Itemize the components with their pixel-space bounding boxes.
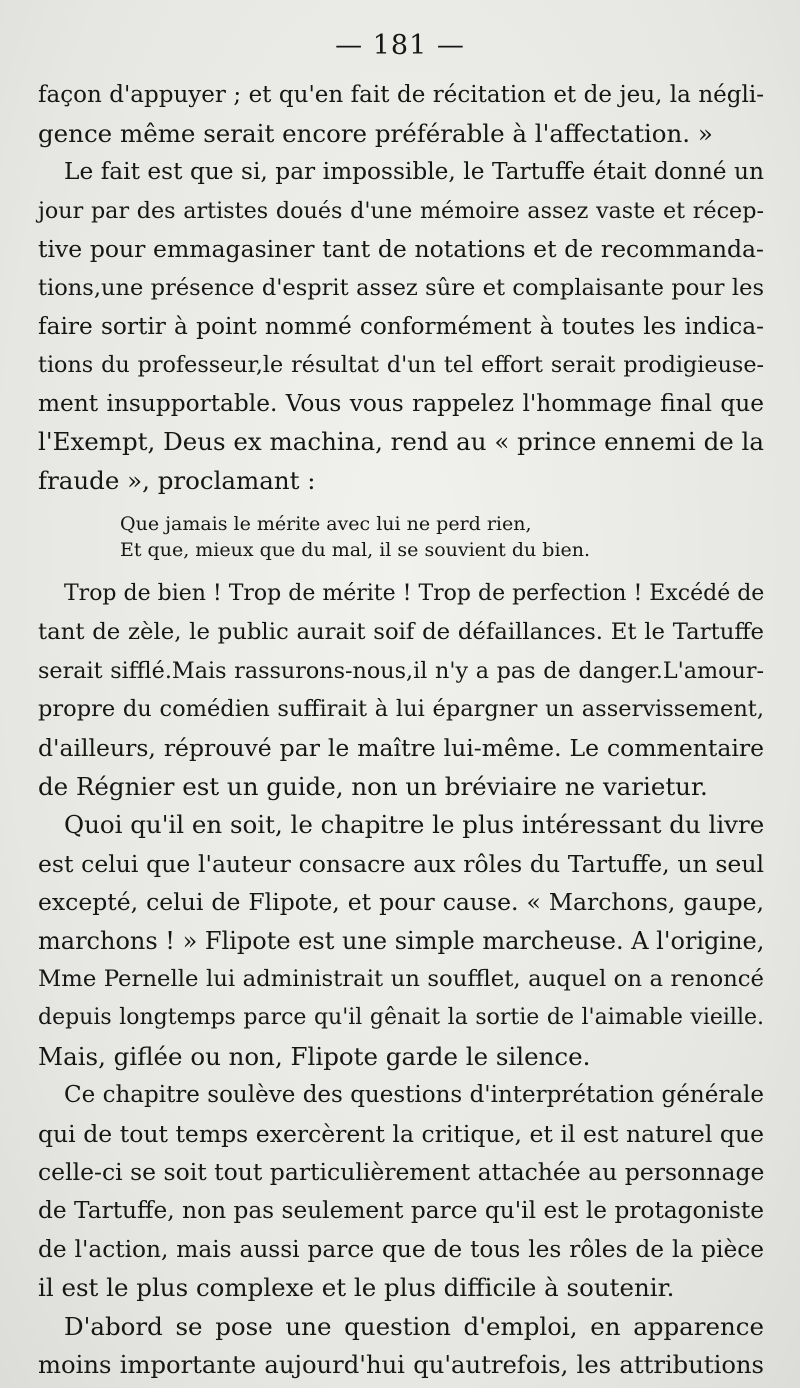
- text-line: de Tartuffe, non pas seulement parce qu'il est le protagoniste: [38, 1197, 764, 1225]
- paragraph-4: [38, 806, 764, 1076]
- text-line: moins importante aujourd'hui qu'autrefois, les attributions: [38, 1350, 764, 1380]
- text-line: de Régnier est un guide, non un bréviaire ne varietur.: [38, 771, 708, 801]
- text-line: tive pour emmagasiner tant de notations et de recommanda-: [38, 235, 764, 264]
- text-line: faire sortir à point nommé conformément à toutes les indica-: [38, 312, 764, 340]
- text-line: fraude », proclamant :: [38, 465, 316, 495]
- text-line: celle-ci se soit tout particulièrement attachée au personnage: [38, 1158, 765, 1187]
- paragraph-5: [38, 1076, 764, 1308]
- paragraph-2: [38, 153, 764, 500]
- verse-quotation: [120, 511, 764, 563]
- text-line: tions du professeur,le résultat d'un tel effort serait prodigieuse-: [38, 352, 764, 379]
- text-line: propre du comédien suffirait à lui épargner un asservissement,: [38, 696, 764, 723]
- text-line: marchons ! » Flipote est une simple marcheuse. A l'origine,: [38, 926, 765, 955]
- text-line: gence même serait encore préférable à l'affectation. »: [38, 118, 713, 148]
- verse-line: Que jamais le mérite avec lui ne perd rien,: [120, 512, 532, 535]
- page-number: — 181 —: [335, 30, 465, 61]
- text-line: Mme Pernelle lui administrait un soufflet, auquel on a renoncé: [38, 966, 764, 993]
- text-line: Le fait est que si, par impossible, le Tartuffe était donné un: [64, 158, 764, 186]
- text-line: est celui que l'auteur consacre aux rôles du Tartuffe, un seul: [38, 849, 764, 878]
- text-line: Mais, giflée ou non, Flipote garde le silence.: [38, 1041, 591, 1071]
- text-line: Ce chapitre soulève des questions d'interprétation générale: [64, 1082, 764, 1109]
- text-line: jour par des artistes doués d'une mémoire assez vaste et récep-: [38, 197, 764, 224]
- text-line: ment insupportable. Vous vous rappelez l'hommage final que: [38, 389, 764, 417]
- text-line: de l'action, mais aussi parce que de tous les rôles de la pièce: [38, 1235, 764, 1263]
- text-line: façon d'appuyer ; et qu'en fait de récitation et de jeu, la négli-: [38, 82, 764, 108]
- text-line: l'Exempt, Deus ex machina, rend au « prince ennemi de la: [38, 427, 764, 457]
- text-line: il est le plus complexe et le plus difficile à soutenir.: [38, 1273, 675, 1303]
- text-line: D'abord se pose une question d'emploi, en apparence: [64, 1311, 764, 1341]
- body-text: [38, 76, 764, 1385]
- text-line: tions,une présence d'esprit assez sûre et complaisante pour les: [38, 274, 764, 301]
- paragraph-6: [38, 1308, 764, 1385]
- text-line: tant de zèle, le public aurait soif de défaillances. Et le Tartuffe: [38, 619, 764, 646]
- verse-line: Et que, mieux que du mal, il se souvient du bien.: [120, 538, 591, 561]
- text-line: depuis longtemps parce qu'il gênait la sortie de l'aimable vieille.: [38, 1005, 764, 1031]
- text-line: d'ailleurs, réprouvé par le maître lui-même. Le commentaire: [38, 733, 764, 762]
- text-line: Trop de bien ! Trop de mérite ! Trop de perfection ! Excédé de: [64, 580, 765, 606]
- paragraph-1: [38, 76, 764, 153]
- text-line: Quoi qu'il en soit, le chapitre le plus intéressant du livre: [64, 810, 765, 840]
- text-line: excepté, celui de Flipote, et pour cause. « Marchons, gaupe,: [38, 888, 764, 917]
- text-line: qui de tout temps exercèrent la critique, et il est naturel que: [38, 1119, 764, 1148]
- paragraph-3: [38, 575, 764, 807]
- text-line: serait sifflé.Mais rassurons-nous,il n'y a pas de danger.L'amour-: [38, 657, 764, 684]
